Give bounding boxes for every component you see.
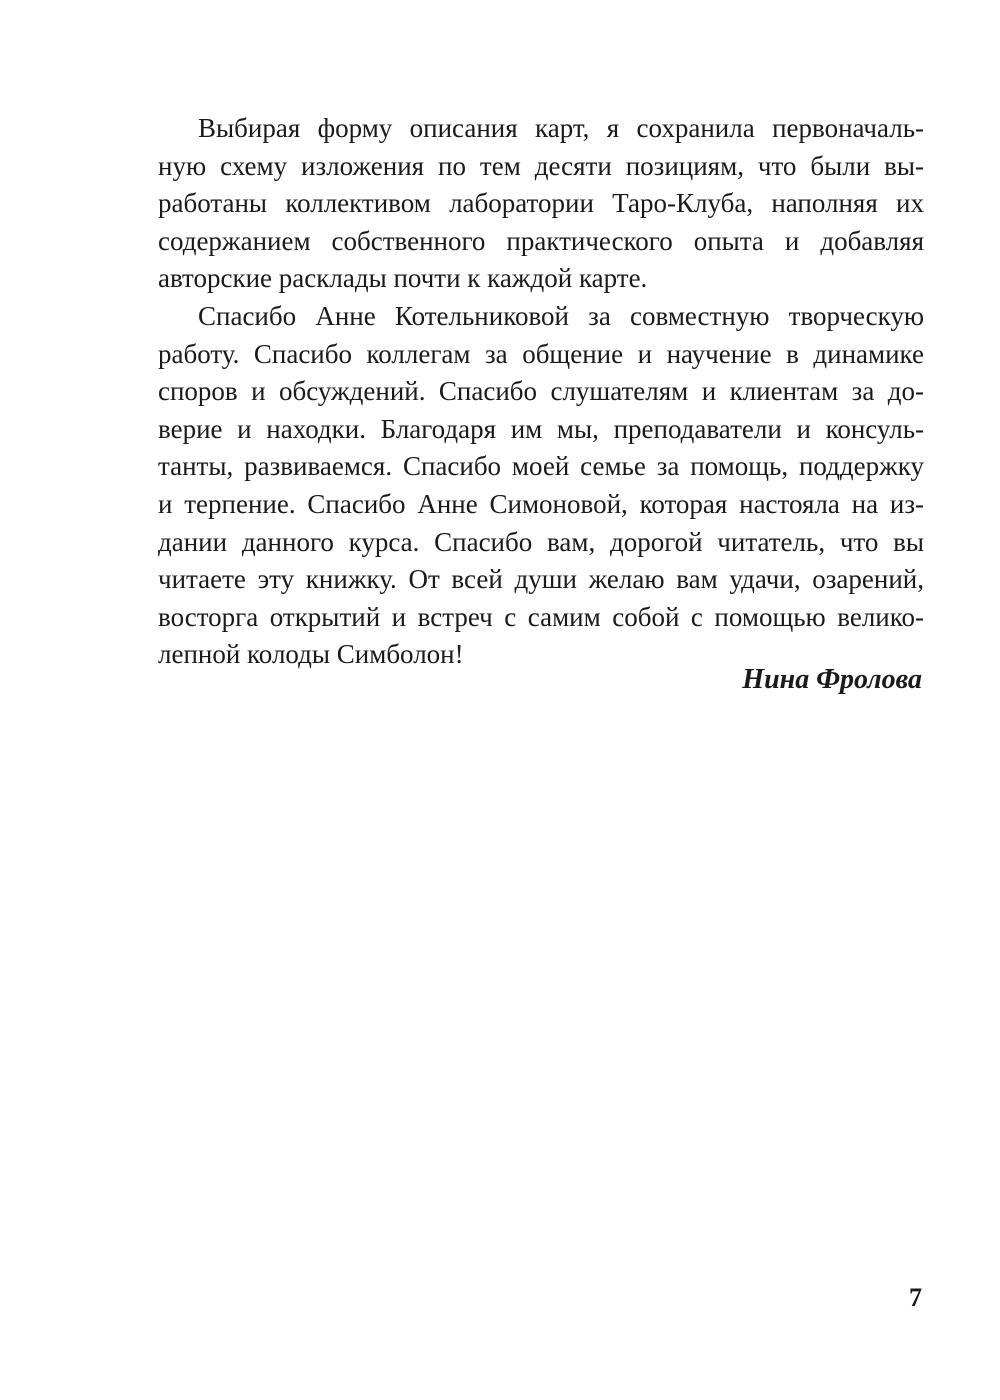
text-line: ную схему изложения по тем десяти позициям, что были вы- [158, 150, 924, 181]
page-number: 7 [909, 1283, 922, 1312]
text-line: танты, развиваемся. Спасибо моей семье за помощь, поддержку [158, 451, 924, 482]
text-line: авторские расклады почти к каждой карте. [158, 263, 648, 294]
text-line: и терпение. Спасибо Анне Симоновой, которая настояла на из- [158, 488, 924, 519]
author-signature: Нина Фролова [742, 664, 922, 695]
body-text [118, 110, 924, 674]
text-line: Спасибо Анне Котельниковой за совместную творческую [198, 300, 924, 331]
text-line: работу. Спасибо коллегам за общение и научение в динамике [158, 338, 924, 369]
paragraph-1 [118, 110, 924, 298]
text-line: читаете эту книжку. От всей души желаю вам удачи, озарений, [158, 564, 924, 595]
text-line: лепной колоды Симболон! [158, 639, 464, 670]
text-line: работаны коллективом лаборатории Таро-Клуба, наполняя их [158, 188, 924, 219]
text-line: восторга открытий и встреч с самим собой с помощью велико- [158, 601, 924, 632]
text-line: дании данного курса. Спасибо вам, дорогой читатель, что вы [158, 526, 924, 557]
text-line: содержанием собственного практического опыта и добавляя [158, 225, 924, 256]
text-line: верие и находки. Благодаря им мы, преподаватели и консуль- [158, 413, 924, 444]
paragraph-2 [118, 298, 924, 674]
text-line: Выбирая форму описания карт, я сохранила первоначаль- [198, 113, 924, 143]
text-line: споров и обсуждений. Спасибо слушателям и клиентам за до- [158, 376, 924, 407]
